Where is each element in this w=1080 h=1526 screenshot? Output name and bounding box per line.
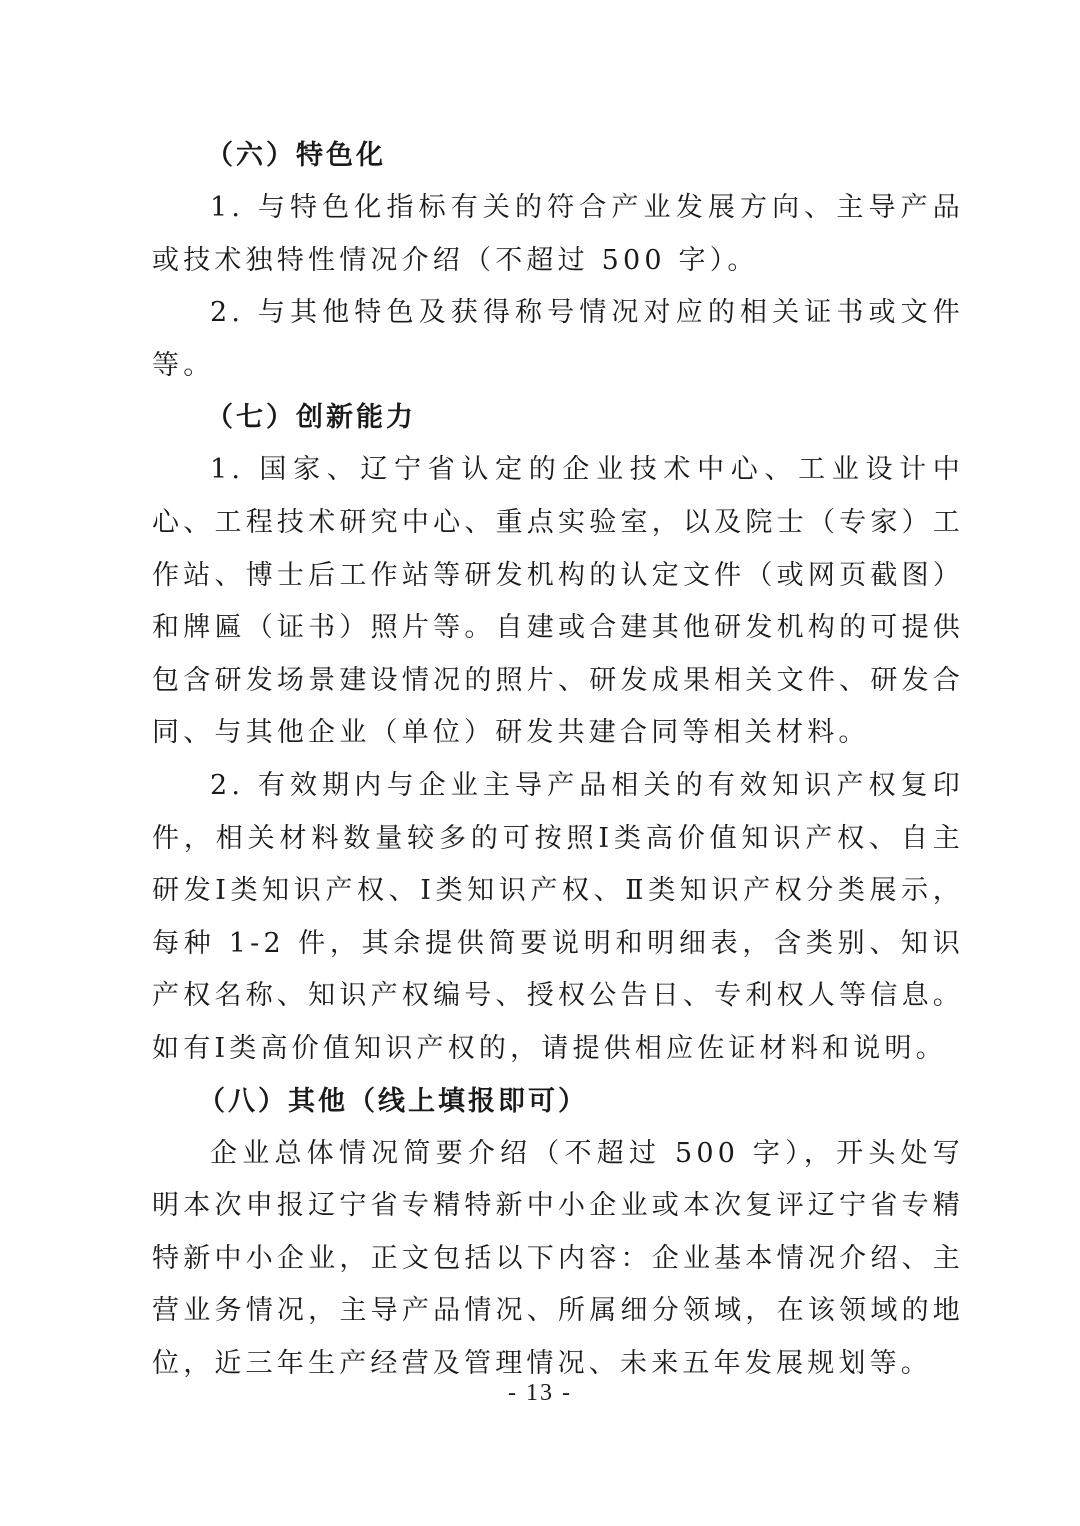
paragraph: 企业总体情况简要介绍（不超过 500 字），开头处写明本次申报辽宁省专精特新中小企业或本次复评辽宁省专精特新中小企业，正文包括以下内容：企业基本情况介绍、主营业务情况，主导产品情况、所属细分领域，在该领域的地位，近三年生产经营及管理情况、未来五年发展规划等。	[152, 1137, 964, 1379]
section-heading-other: （八）其他（线上填报即可）	[198, 1085, 588, 1117]
paragraph: 2. 有效期内与企业主导产品相关的有效知识产权复印件，相关材料数量较多的可按照Ⅰ类高价值知识产权、自主研发Ⅰ类知识产权、Ⅰ类知识产权、Ⅱ类知识产权分类展示，每种 1-2 件，其余提供简要说明和明细表，含类别、知识产权名称、知识产权编号、授权公告日、专利权人等信息。如有Ⅰ类高价值知识产权的，请提供相应佐证材料和说明。	[152, 769, 964, 1064]
section-heading-innovation: （七）创新能力	[206, 402, 416, 434]
paragraph: 2. 与其他特色及获得称号情况对应的相关证书或文件等。	[152, 297, 964, 381]
paragraph: 1. 与特色化指标有关的符合产业发展方向、主导产品或技术独特性情况介绍（不超过 500 字）。	[152, 192, 964, 276]
document-body	[152, 130, 964, 1390]
page-number: - 13 -	[508, 1380, 572, 1406]
section-heading-characteristic: （六）特色化	[206, 140, 386, 171]
paragraph: 1. 国家、辽宁省认定的企业技术中心、工业设计中心、工程技术研究中心、重点实验室，以及院士（专家）工作站、博士后工作站等研发机构的认定文件（或网页截图）和牌匾（证书）照片等。自建或合建其他研发机构的可提供包含研发场景建设情况的照片、研发成果相关文件、研发合同、与其他企业（单位）研发共建合同等相关材料。	[152, 454, 964, 749]
